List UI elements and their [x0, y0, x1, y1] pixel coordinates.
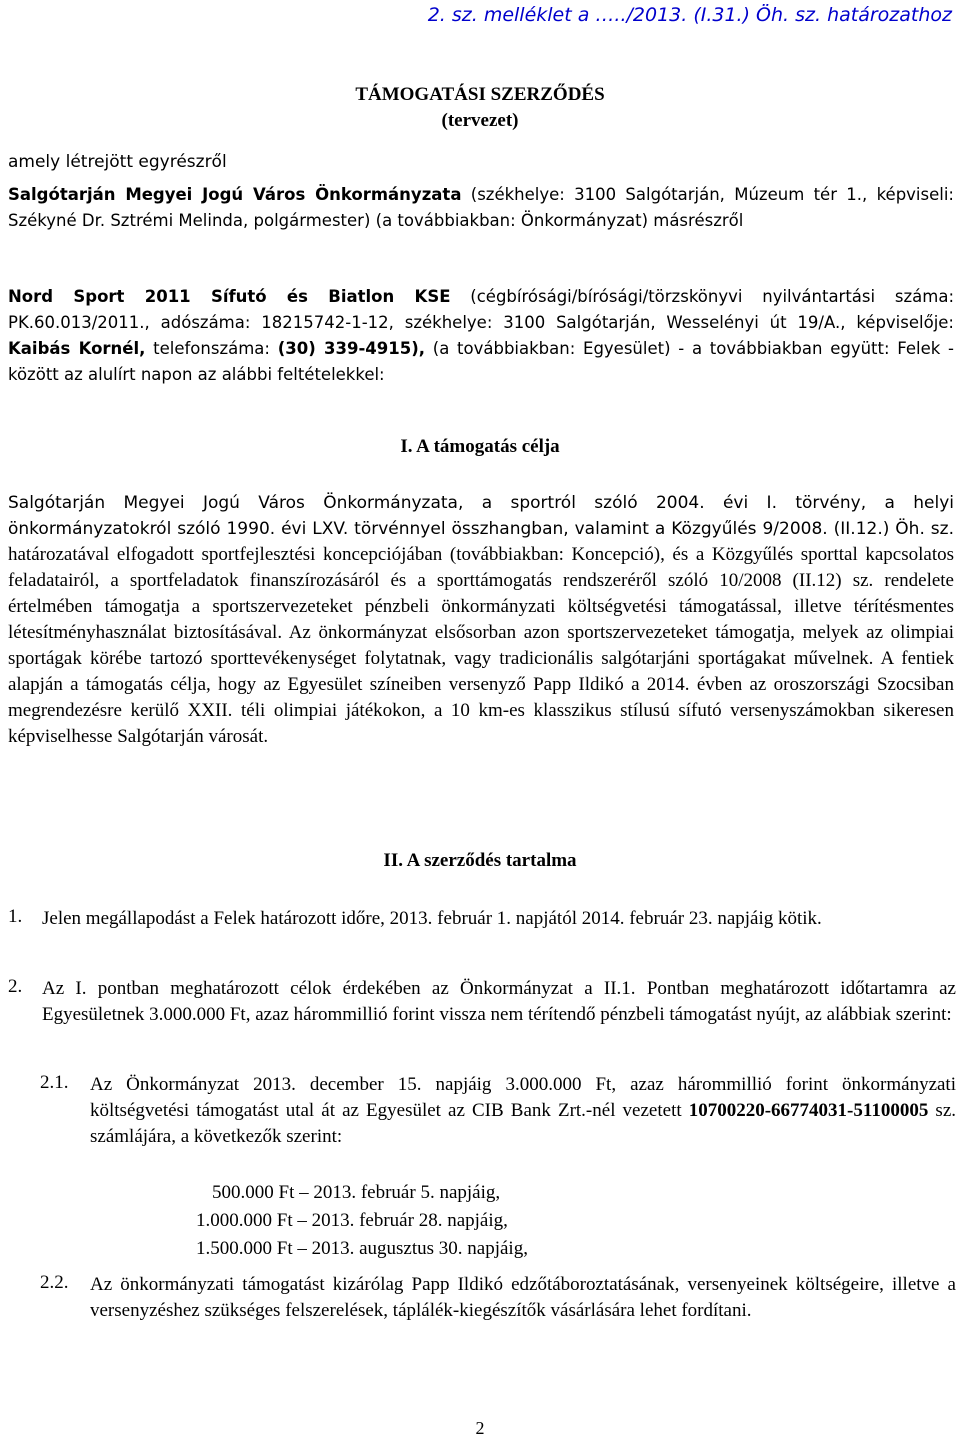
party2-details-c: (a továbbiakban: Egyesület) - a továbbiakban együtt: Felek - között az alulírt napon az alábbi feltételekkel: [8, 339, 955, 384]
annex-suffix: határozathoz [827, 4, 952, 26]
party2-details-a: (cégbírósági/bírósági/törzskönyvi nyilvántartási száma: PK.60.013/2011., adószáma: 18215742-1-12, székhelye: 3100 Salgótarján, Wesselényi út 19/A., képviselője: [8, 287, 955, 332]
annex-header [428, 4, 952, 26]
item-2-1-text-a: Az Önkormányzat 2013. december 15. napjáig 3.000.000 Ft, azaz hárommillió forint önkormányzati költségvetési támogatást utal át az Egyesület az CIB Bank Zrt.-nél vezetett [90, 1074, 956, 1121]
title-main: TÁMOGATÁSI SZERZŐDÉS [355, 84, 605, 105]
party1-name: Salgótarján Megyei Jogú Város Önkormányzata [8, 185, 462, 204]
item-1-text: Jelen megállapodást a Felek határozott időre, 2013. február 1. napjától 2014. február 23. napjáig kötik. [42, 908, 822, 929]
party2-name: Nord Sport 2011 Sífutó és Biatlon KSE [8, 287, 451, 306]
item-2-2-number: 2.2. [40, 1272, 69, 1293]
section1-body-sans: Salgótarján Megyei Jogú Város Önkormányzata, a sportról szóló 2004. évi I. törvény, a helyi önkormányzatokról szóló 1990. évi LXV. törvénnyel összhangban, valamint a Közgyűlés 9/2008. (II.12.) Öh. sz. [8, 493, 954, 539]
item-2-1-text [90, 1072, 956, 1150]
section1-body-serif: határozatával elfogadott sportfejlesztési koncepciójában (továbbiakban: Koncepció), és a Közgyűlés sporttal kapcsolatos feladatairól, a sportfeladatok finanszírozásáról és a sporttámogatás rendszeréről szóló 10/2008 (II.12) sz. rendelete értelmében támogatja a sportszervezeteket pénzbeli önkormányzati költségvetési támogatással, illetve térítésmentes létesítményhasználat biztosításával. Az önkormányzat elsősorban azon sportszervezeteket támogatja, melyek az olimpiai sportágak körébe tartozó sporttevékenységet folytatnak, vagy tradicionális salgótarjáni sportágakat művelnek. A fentiek alapján a támogatás célja, hogy az Egyesület színeiben versenyző Papp Ildikó a 2014. évben az oroszországi Szocsiban megrendezésre kerülő XXII. téli olimpiai játékokon, a 10 km-es klasszikus stílusú sífutó versenyszámokban sikeresen képviselhesse Salgótarján városát. [8, 544, 954, 747]
party2-representative: Kaibás Kornél, [8, 339, 146, 358]
title-sub: (tervezet) [441, 110, 519, 131]
document-title [0, 82, 960, 134]
party1-details: (székhelye: 3100 Salgótarján, Múzeum tér 1., képviseli: Székyné Dr. Sztrémi Melinda, polgármester) (a továbbiakban: Önkormányzat) másrészről [8, 185, 954, 230]
annex-prefix: 2. sz. melléklet a …../2013. (I.31.) Öh. sz. [427, 4, 828, 26]
item-2-1-number: 2.1. [40, 1072, 69, 1093]
party2-phone: (30) 339-4915), [277, 339, 426, 358]
item-2-number: 2. [8, 976, 23, 997]
party2-paragraph [8, 284, 954, 388]
item-2-1-text-b: sz. számlájára, a következők szerint: [90, 1100, 957, 1147]
schedule-row: 500.000 Ft – 2013. február 5. napjáig, [212, 1182, 501, 1203]
section1-body [8, 490, 954, 750]
section2-heading: II. A szerződés tartalma [383, 850, 577, 871]
schedule-row: 1.500.000 Ft – 2013. augusztus 30. napjáig, [196, 1238, 528, 1259]
party2-details-b: telefonszáma: [145, 339, 278, 358]
party1-paragraph [8, 182, 954, 234]
item-2-text: Az I. pontban meghatározott célok érdekében az Önkormányzat a II.1. Pontban meghatározott időtartamra az Egyesületnek 3.000.000 Ft, azaz hárommillió forint vissza nem térítendő pénzbeli támogatást nyújt, az alábbiak szerint: [42, 978, 956, 1025]
intro-opening: amely létrejött egyrészről [8, 152, 227, 172]
schedule-row: 1.000.000 Ft – 2013. február 28. napjáig, [196, 1210, 508, 1231]
item-2-2-text: Az önkormányzati támogatást kizárólag Papp Ildikó edzőtáboroztatásának, versenyeinek költségeire, illetve a versenyzéshez szükséges felszerelések, táplálék-kiegészítők vásárlására lehet fordítani. [90, 1274, 956, 1321]
item-1-number: 1. [8, 906, 23, 927]
section1-heading: I. A támogatás célja [400, 436, 560, 457]
page-number: 2 [475, 1418, 485, 1438]
bank-account-number: 10700220-66774031-51100005 [688, 1100, 929, 1121]
